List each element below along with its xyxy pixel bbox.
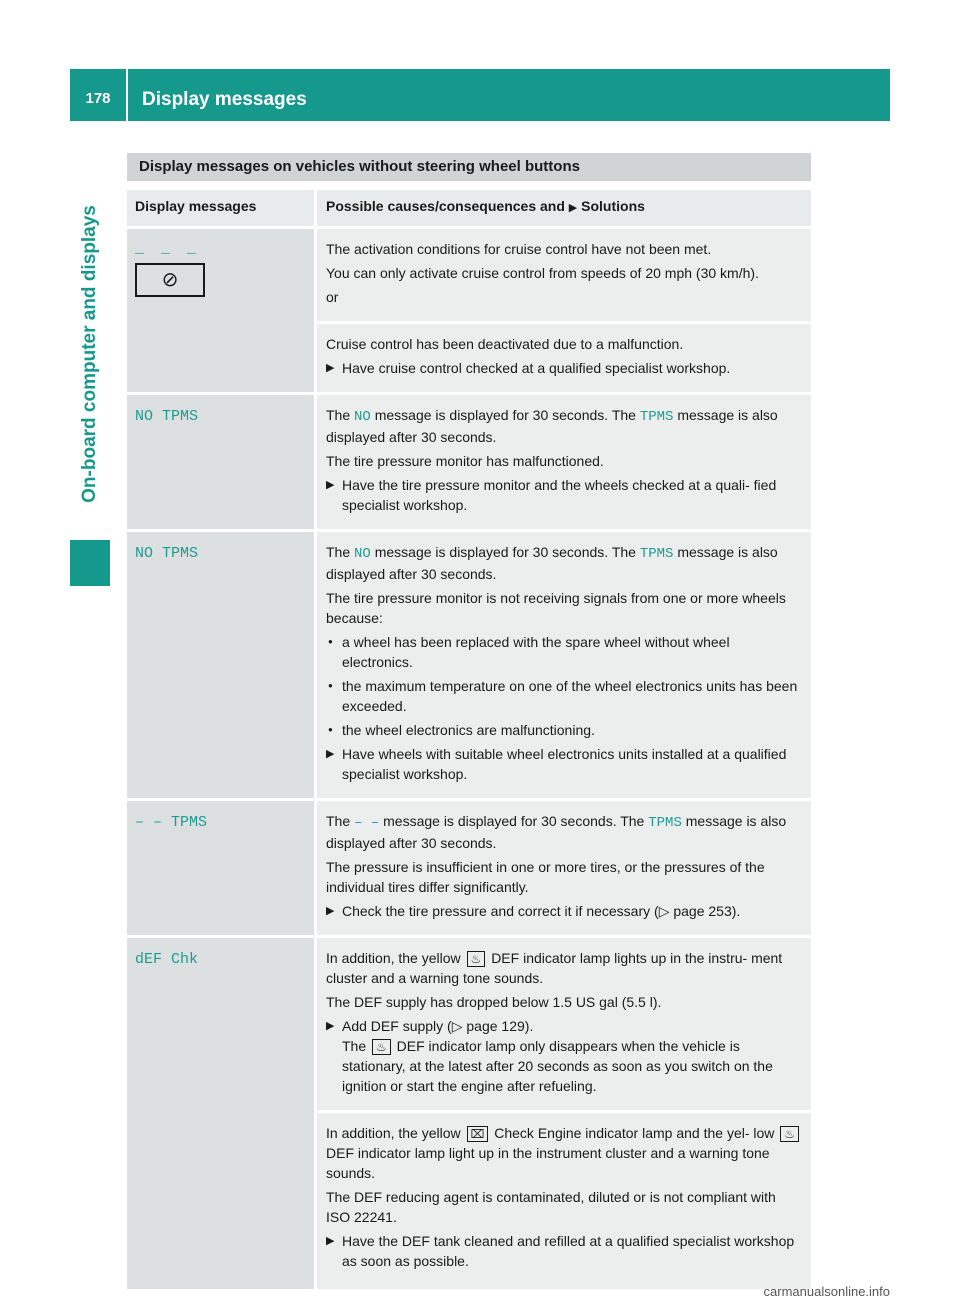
page-ref-icon: ▷ bbox=[451, 1018, 463, 1034]
table-row bbox=[127, 226, 811, 321]
section-title: Display messages on vehicles without steering wheel buttons bbox=[127, 153, 811, 181]
table-header-row bbox=[127, 190, 811, 226]
footer-watermark: carmanualsonline.info bbox=[763, 1284, 890, 1299]
solution-cell: In addition, the yellow ⌧ Check Engine indicator lamp and the yel- low ♨ DEF indicator lamp light up in the instrument cluster and a warning tone sounds. The DEF reducing agent is contaminated, diluted or is not compliant with ISO 22241. ▶ Have the DEF tank cleaned and refilled at a qualified specialist workshop as soon as possible. bbox=[317, 1110, 811, 1289]
page-number: 178 bbox=[85, 90, 111, 107]
messages-section bbox=[127, 153, 811, 1289]
side-tab-label: On-board computer and displays bbox=[79, 205, 100, 503]
action-step: ▶ Add DEF supply (▷ page 129). The ♨ DEF indicator lamp only disappears when the vehicle is stationary, at the latest after 20 seconds as soon as you switch on the ignition or start the engine after refueling. bbox=[326, 1016, 802, 1096]
page-ref-icon: ▷ bbox=[658, 903, 670, 919]
def-lamp-icon: ♨ bbox=[372, 1039, 391, 1055]
solution-cell: The – – message is displayed for 30 seconds. The TPMS message is also displayed after 30 seconds. The pressure is insufficient in one or more tires, or the pressures of the individual tires differ significantly. ▶ Check the tire pressure and correct it if necessary (▷ page 253). bbox=[317, 798, 811, 935]
action-step: ▶ Have the DEF tank cleaned and refilled at a qualified specialist workshop as soon as possible. bbox=[326, 1231, 802, 1271]
list-item: ● the wheel electronics are malfunctioning. bbox=[326, 720, 802, 740]
action-step: ▶ Have the tire pressure monitor and the wheels checked at a quali- fied specialist workshop. bbox=[326, 475, 802, 515]
solution-cell: In addition, the yellow ♨ DEF indicator lamp lights up in the instru- ment cluster and a warning tone sounds. The DEF supply has dropped below 1.5 US gal (5.5 l). ▶ Add DEF supply (▷ page 129). The ♨ DEF indicator lamp only disappears when the vehicle is stationary, at the latest after 20 seconds as soon as you switch on the ignition or start the engine after refueling. bbox=[317, 935, 811, 1110]
messages-table bbox=[127, 190, 811, 1289]
table-row bbox=[127, 392, 811, 529]
list-item: ● a wheel has been replaced with the spare wheel without wheel electronics. bbox=[326, 632, 802, 672]
message-cell bbox=[127, 226, 317, 392]
solution-cell: Cruise control has been deactivated due to a malfunction. ▶ Have cruise control checked at a qualified specialist workshop. bbox=[317, 321, 811, 392]
header-divider bbox=[126, 69, 128, 121]
table-row bbox=[127, 935, 811, 1110]
action-step: ▶ Have cruise control checked at a qualified specialist workshop. bbox=[326, 358, 802, 378]
side-tab bbox=[70, 0, 110, 586]
def-lamp-icon: ♨ bbox=[467, 951, 486, 967]
message-code: NO TPMS bbox=[135, 408, 199, 425]
solution-cell: The NO message is displayed for 30 seconds. The TPMS message is also displayed after 30 seconds. The tire pressure monitor is not receiving signals from one or more wheels because: ● a wheel has been replaced with the spare wheel without wheel electronics. ● the maximum temperature on one of the wheel electronics units has been exceeded. ● the wheel electronics are malfunctioning. ▶ Have wheels with suitable wheel electronics units installed at a qualified specialist workshop. bbox=[317, 529, 811, 798]
message-cell bbox=[127, 798, 317, 935]
solution-cell: The activation conditions for cruise control have not been met. You can only activate cruise control from speeds of 20 mph (30 km/h). or bbox=[317, 226, 811, 321]
list-item: ● the maximum temperature on one of the wheel electronics units has been exceeded. bbox=[326, 676, 802, 716]
message-code: _ _ _ bbox=[135, 240, 201, 257]
table-row bbox=[127, 529, 811, 798]
message-cell bbox=[127, 392, 317, 529]
action-step: ▶ Have wheels with suitable wheel electronics units installed at a qualified specialist workshop. bbox=[326, 744, 802, 784]
message-cell bbox=[127, 529, 317, 798]
table-row bbox=[127, 798, 811, 935]
arrow-icon: ▶ bbox=[568, 202, 578, 214]
chapter-title: Display messages bbox=[142, 89, 307, 110]
message-code: NO TPMS bbox=[135, 545, 199, 562]
action-step: ▶ Check the tire pressure and correct it if necessary (▷ page 253). bbox=[326, 901, 802, 921]
def-lamp-icon: ♨ bbox=[780, 1126, 799, 1142]
cruise-control-icon: ⊘ bbox=[135, 263, 205, 297]
message-cell bbox=[127, 935, 317, 1289]
message-code: dEF Chk bbox=[135, 951, 199, 968]
col-header-solutions: Possible causes/consequences and ▶ Solutions bbox=[317, 190, 811, 226]
check-engine-icon: ⌧ bbox=[467, 1126, 489, 1142]
col-header-messages: Display messages bbox=[127, 190, 317, 226]
message-code: – – TPMS bbox=[135, 814, 208, 831]
solution-cell: The NO message is displayed for 30 seconds. The TPMS message is also displayed after 30 seconds. The tire pressure monitor has malfunctioned. ▶ Have the tire pressure monitor and the wheels checked at a quali- fied specialist workshop. bbox=[317, 392, 811, 529]
side-tab-marker bbox=[70, 540, 110, 586]
